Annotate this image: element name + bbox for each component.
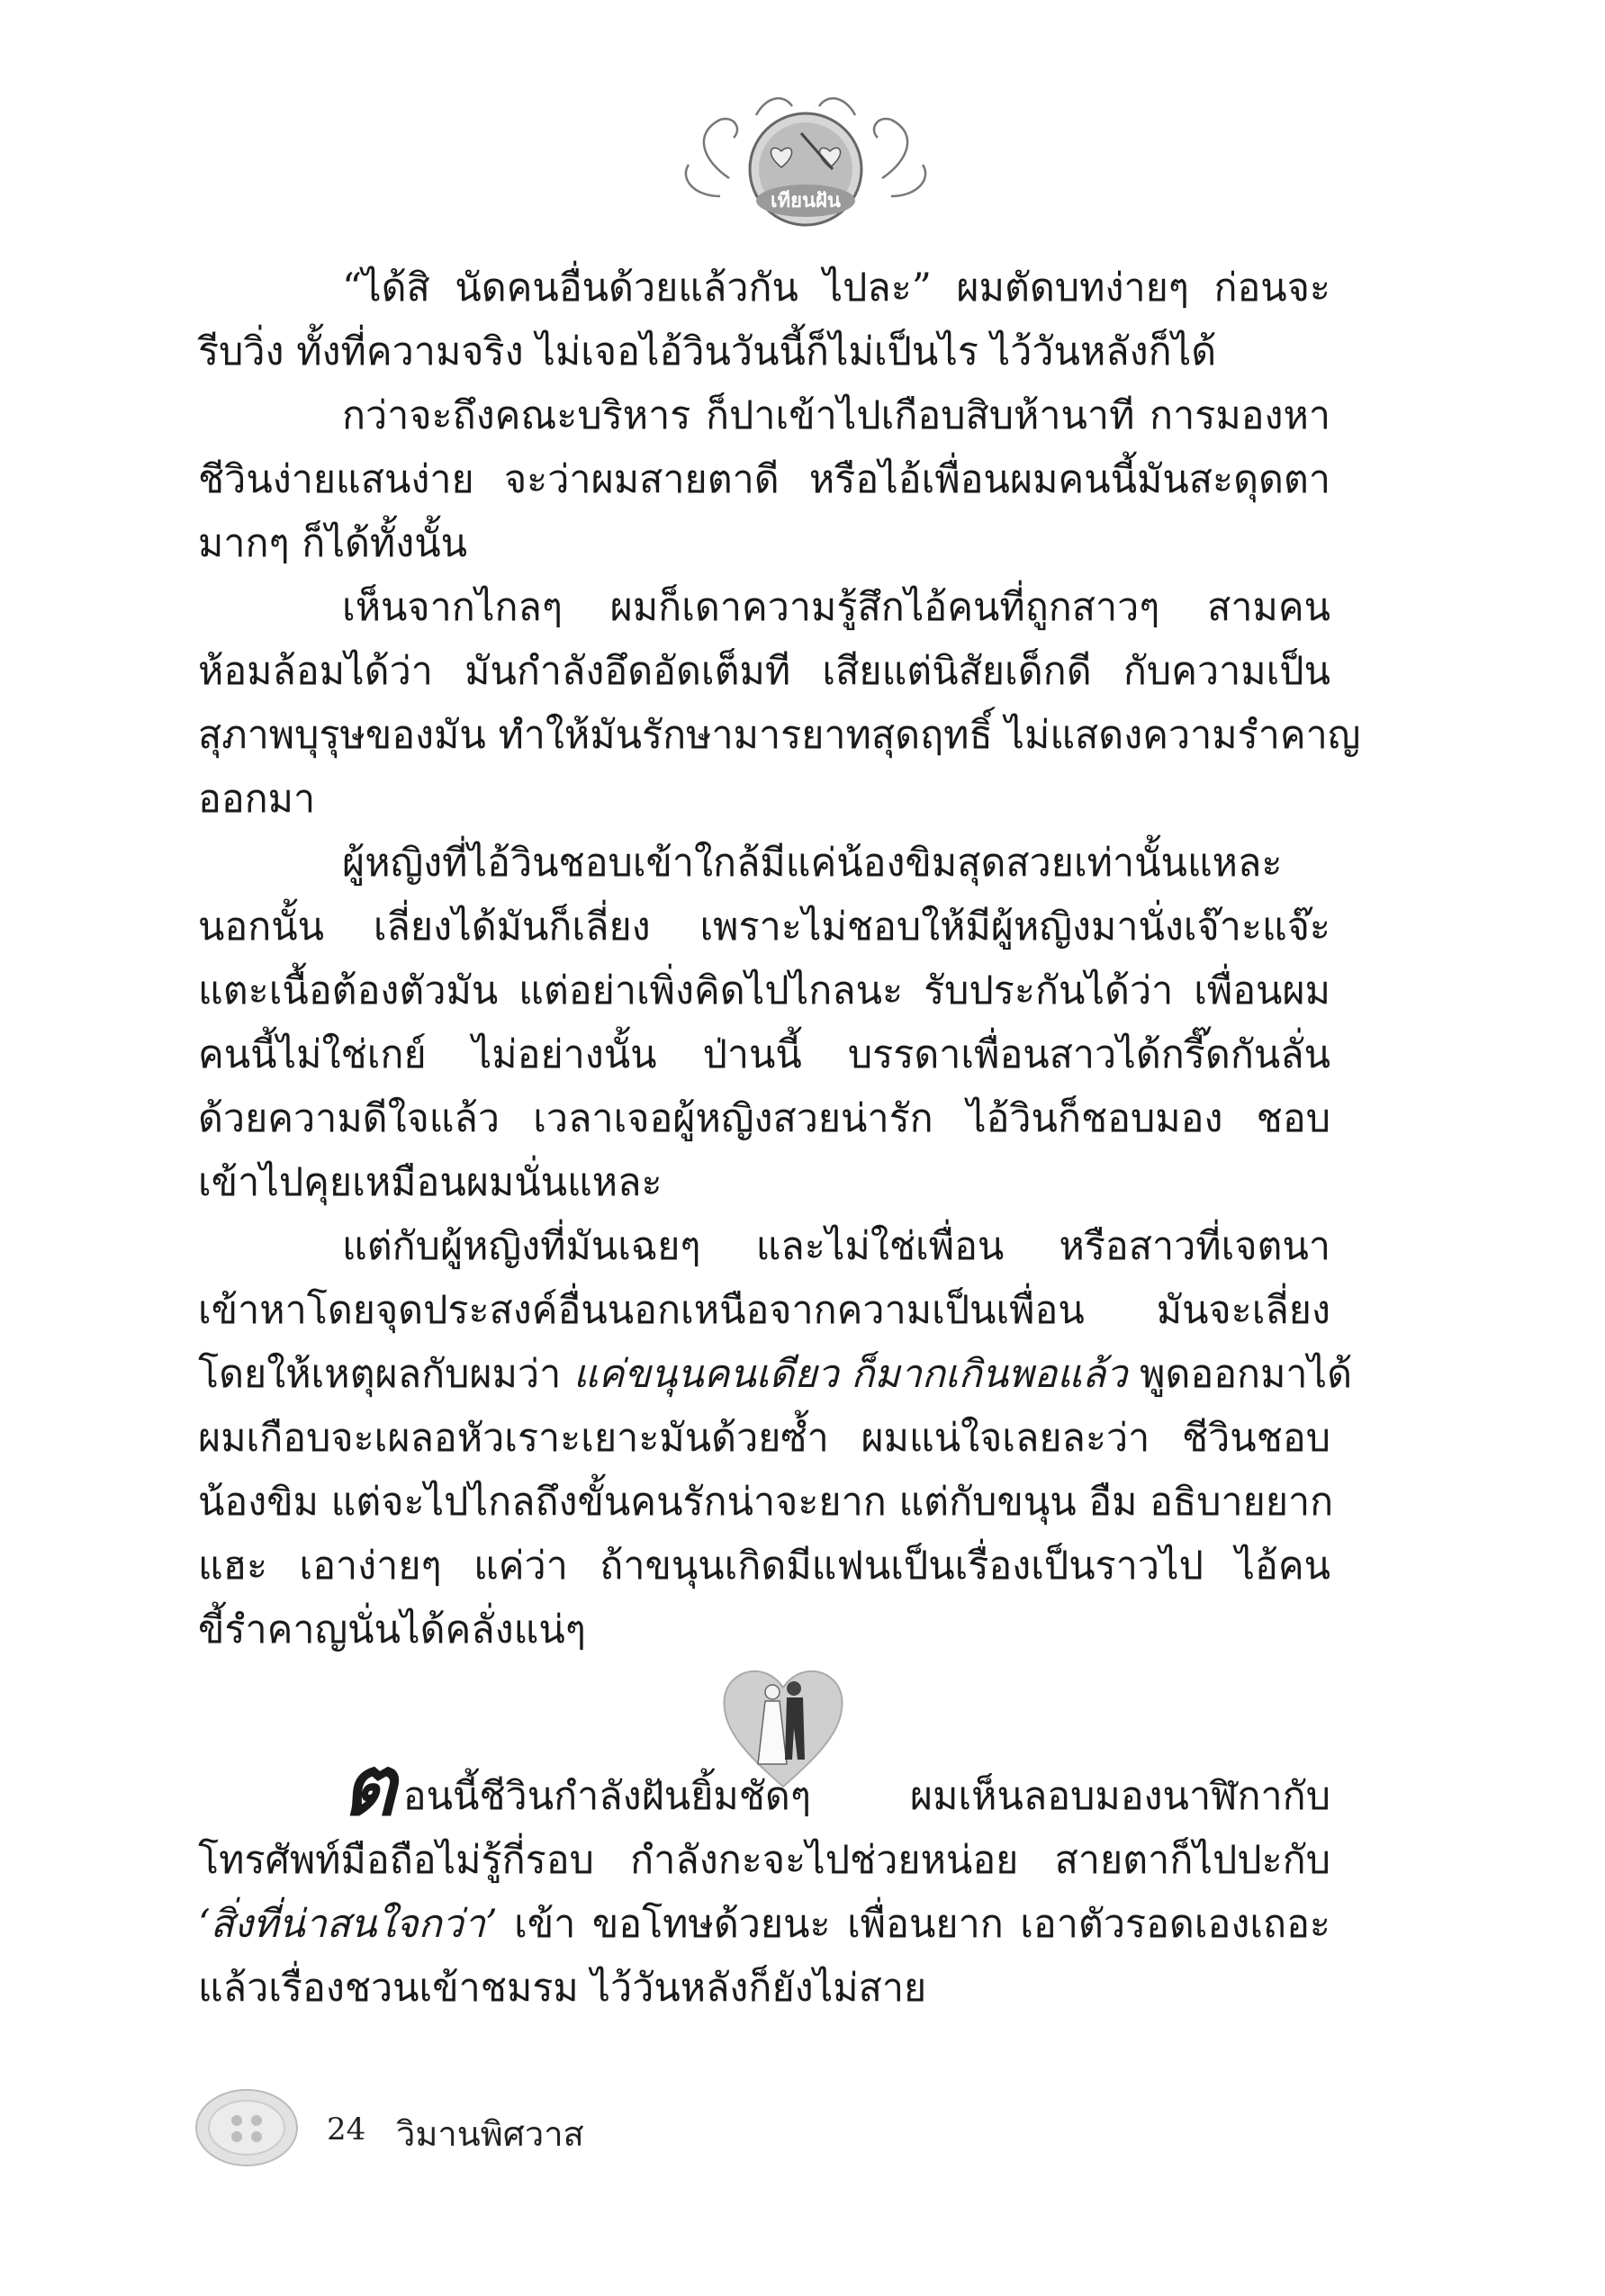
italic-quote: แค่ขนุนคนเดียว ก็มากเกินพอแล้ว — [573, 1352, 1128, 1397]
text-line: โทรศัพท์มือถือไม่รู้กี่รอบ กำลังกะจะไปช่วยหน่อย สายตาก็ไปปะกับ — [198, 1838, 1330, 1883]
book-title: วิมานพิศวาส — [396, 2114, 584, 2154]
text-line: ด้วยความดีใจแล้ว เวลาเจอผู้หญิงสวยน่ารัก ไอ้วินก็ชอบมอง ชอบ — [198, 1096, 1330, 1141]
text-segment: อนนี้ชีวินกำลังฝันยิ้มชัดๆ ผมเห็นลอบมองนาฬิกากับ — [402, 1774, 1330, 1819]
text-line: เห็นจากไกลๆ ผมก็เดาความรู้สึกไอ้คนที่ถูกสาวๆ สามคน — [342, 585, 1330, 630]
text-line: ขี้รำคาญนั่นได้คลั่งแน่ๆ — [198, 1607, 586, 1652]
drop-cap-letter: ต — [342, 1738, 396, 1834]
text-line: คนนี้ไม่ใช่เกย์ ไม่อย่างนั้น ป่านนี้ บรรดาเพื่อนสาวได้กรี๊ดกันลั่น — [198, 1032, 1330, 1077]
italic-quote: ‘สิ่งที่น่าสนใจกว่า’ — [198, 1902, 498, 1947]
text-line: เข้าหาโดยจุดประสงค์อื่นนอกเหนือจากความเป็นเพื่อน มันจะเลี่ยง — [198, 1288, 1330, 1333]
text-line: ออกมา — [198, 777, 316, 822]
page-footer — [194, 2086, 734, 2172]
button-icon — [194, 2086, 300, 2169]
text-line: ชีวินง่ายแสนง่าย จะว่าผมสายตาดี หรือไอ้เพื่อนผมคนนี้มันสะดุดตา — [198, 457, 1330, 502]
svg-text:เทียนฝัน: เทียนฝัน — [771, 190, 841, 212]
text-line: นอกนั้น เลี่ยงได้มันก็เลี่ยง เพราะไม่ชอบให้มีผู้หญิงมานั่งเจ๊าะแจ๊ะ — [198, 905, 1330, 950]
text-line: แล้วเรื่องชวนเข้าชมรม ไว้วันหลังก็ยังไม่สาย — [198, 1966, 927, 2011]
text-line-mixed — [198, 1893, 1330, 1957]
text-line: สุภาพบุรุษของมัน ทำให้มันรักษามารยาทสุดฤทธิ์ ไม่แสดงความรำคาญ — [198, 713, 1361, 758]
text-line: ห้อมล้อมได้ว่า มันกำลังอึดอัดเต็มที เสียแต่นิสัยเด็กดี กับความเป็น — [198, 649, 1330, 694]
text-line-dropcap — [198, 1738, 1330, 1834]
text-line: น้องขิม แต่จะไปไกลถึงขั้นคนรักน่าจะยาก แต่กับขนุน อืม อธิบายยาก — [198, 1480, 1334, 1525]
text-line: “ได้สิ นัดคนอื่นด้วยแล้วกัน ไปละ” ผมตัดบทง่ายๆ ก่อนจะ — [342, 266, 1330, 311]
text-segment: เข้า ขอโทษด้วยนะ เพื่อนยาก เอาตัวรอดเองเถอะ — [514, 1902, 1330, 1947]
text-line: มากๆ ก็ได้ทั้งนั้น — [198, 521, 468, 566]
text-line: ผู้หญิงที่ไอ้วินชอบเข้าใกล้มีแค่น้องขิมสุดสวยเท่านั้นแหละ — [342, 841, 1283, 886]
text-line: ผมเกือบจะเผลอหัวเราะเยาะมันด้วยซ้ำ ผมแน่ใจเลยละว่า ชีวินชอบ — [198, 1416, 1330, 1461]
text-line: กว่าจะถึงคณะบริหาร ก็ปาเข้าไปเกือบสิบห้านาที การมองหา — [342, 393, 1330, 438]
text-line: แต่กับผู้หญิงที่มันเฉยๆ และไม่ใช่เพื่อน หรือสาวที่เจตนา — [342, 1224, 1330, 1269]
text-line: แตะเนื้อต้องตัวมัน แต่อย่าเพิ่งคิดไปไกลนะ รับประกันได้ว่า เพื่อนผม — [198, 968, 1330, 1013]
text-segment: โดยให้เหตุผลกับผมว่า — [198, 1352, 562, 1397]
text-line: เข้าไปคุยเหมือนผมนั่นแหละ — [198, 1160, 663, 1205]
text-line: แฮะ เอาง่ายๆ แค่ว่า ถ้าขนุนเกิดมีแฟนเป็นเรื่องเป็นราวไป ไอ้คน — [198, 1544, 1330, 1589]
text-line-mixed — [198, 1343, 1353, 1407]
main-body-text — [198, 257, 1361, 1662]
section-body-text — [198, 1738, 1330, 2021]
header-logo-ornament — [666, 79, 945, 237]
page-number: 24 — [327, 2111, 366, 2147]
text-line: รีบวิ่ง ทั้งที่ความจริง ไม่เจอไอ้วินวันนี้ก็ไม่เป็นไร ไว้วันหลังก็ได้ — [198, 329, 1217, 374]
ornament-graphic — [666, 79, 945, 237]
text-segment: พูดออกมาได้ — [1140, 1352, 1353, 1397]
